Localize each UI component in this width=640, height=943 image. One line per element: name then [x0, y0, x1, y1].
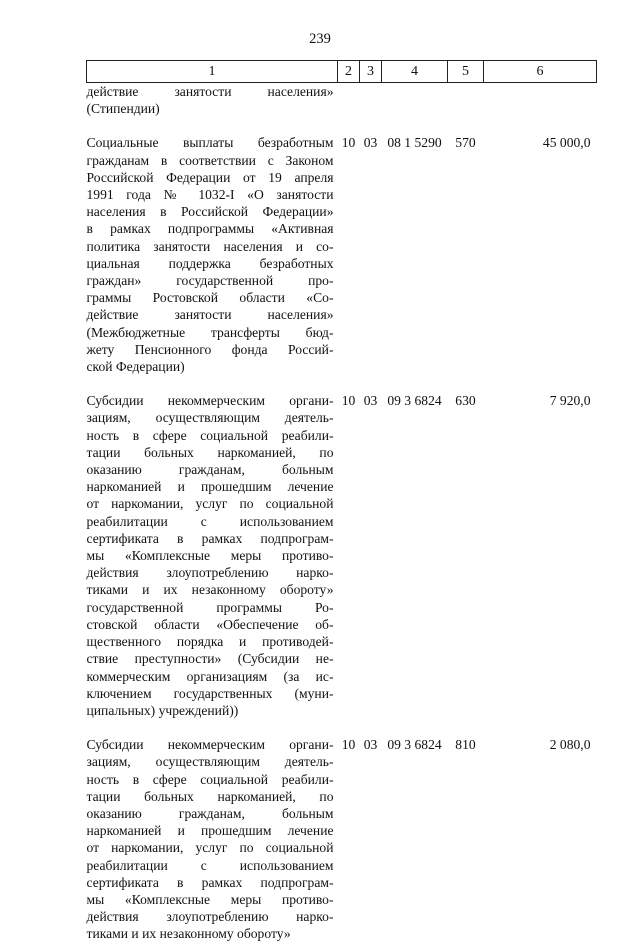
target-article-code: 09 3 6824 [387, 737, 442, 753]
description-line: в рамках подпрограммы «Активная [86, 221, 334, 237]
description-line: оказанию гражданам, больным [86, 462, 334, 478]
description-line: 1991 года № 1032-I «О занятости [86, 187, 334, 203]
row-spacer [87, 375, 597, 392]
amount-value: 45 000,0 [542, 135, 591, 151]
header-cell-1: 1 [87, 61, 338, 83]
table-row [87, 736, 597, 942]
page-number: 239 [309, 31, 331, 47]
description-line: зациям, осуществляющим деятель- [86, 754, 334, 770]
description-line: ность в сфере социальной реабили- [86, 771, 334, 787]
description-line: граждан» государственной про- [86, 273, 334, 289]
description-line: действие занятости населения» [86, 307, 334, 323]
table-row [87, 392, 597, 719]
header-cell-3: 3 [360, 61, 382, 83]
description-line: жету Пенсионного фонда Россий- [86, 341, 334, 357]
description-line: ключением государственных (муни- [86, 685, 334, 701]
description-line: от наркомании, услуг по социальной [86, 496, 334, 512]
header-cell-6: 6 [484, 61, 597, 83]
description-line: от наркомании, услуг по социальной [86, 840, 334, 856]
description-line: населения в Российской Федерации» [86, 204, 334, 220]
row-spacer [87, 719, 597, 736]
subsection-code: 03 [363, 393, 378, 409]
description-line: Субсидии некоммерческим органи- [86, 737, 334, 753]
budget-table [86, 60, 597, 943]
description-line: тиками и их незаконному обороту» [86, 926, 291, 942]
description-line: ципальных) учреждений)) [86, 702, 239, 718]
description-line: коммерческим организациям (за ис- [86, 668, 334, 684]
description-line: тиками и их незаконному обороту» [86, 582, 334, 598]
description-line: сертификата в рамках подпрограм- [86, 874, 334, 890]
description-line: щественного порядка и противодей- [86, 634, 334, 650]
target-article-code [382, 83, 448, 118]
description-line: граммы Ростовской области «Со- [86, 290, 334, 306]
description-line: Социальные выплаты безработным [86, 135, 334, 151]
row-description [87, 83, 338, 118]
row-spacer [87, 117, 597, 134]
expense-type-code [448, 83, 484, 118]
description-line: действие занятости населения» [86, 84, 334, 99]
amount-value [484, 83, 597, 118]
section-code: 10 [341, 737, 356, 753]
table-header-row [87, 61, 597, 83]
description-line: мы «Комплексные меры противо- [86, 891, 334, 907]
header-cell-2: 2 [338, 61, 360, 83]
description-line: зациям, осуществляющим деятель- [86, 410, 334, 426]
table-body [87, 83, 597, 943]
description-line: стовской области «Обеспечение об- [86, 616, 334, 632]
table-row [87, 83, 597, 118]
description-line: ствие преступности» (Субсидии не- [86, 651, 334, 667]
description-line: политика занятости населения и со- [86, 238, 334, 254]
description-line: действия злоупотреблению нарко- [86, 909, 334, 925]
section-code [338, 83, 360, 118]
description-line: реабилитации с использованием [86, 513, 334, 529]
description-line: ской Федерации) [86, 359, 185, 375]
description-line: тации больных наркоманией, по [86, 444, 334, 460]
amount-value: 2 080,0 [549, 737, 591, 753]
description-line: сертификата в рамках подпрограм- [86, 530, 334, 546]
description-line: Субсидии некоммерческим органи- [86, 393, 334, 409]
description-line: тации больных наркоманией, по [86, 788, 334, 804]
row-description [87, 134, 338, 375]
header-cell-4: 4 [382, 61, 448, 83]
description-line: государственной программы Ро- [86, 599, 334, 615]
section-code: 10 [341, 393, 356, 409]
description-line: (Межбюджетные трансферты бюд- [86, 324, 334, 340]
subsection-code [360, 83, 382, 118]
expense-type-code: 630 [455, 393, 476, 409]
target-article-code: 09 3 6824 [387, 393, 442, 409]
subsection-code: 03 [363, 737, 378, 753]
amount-value: 7 920,0 [549, 393, 591, 409]
description-line: наркоманией и прошедшим лечение [86, 823, 334, 839]
description-line: мы «Комплексные меры противо- [86, 548, 334, 564]
target-article-code: 08 1 5290 [387, 135, 442, 151]
description-line: циальная поддержка безработных [86, 255, 334, 271]
header-cell-5: 5 [448, 61, 484, 83]
description-line: реабилитации с использованием [86, 857, 334, 873]
description-line: (Стипендии) [86, 101, 160, 117]
expense-type-code: 810 [455, 737, 476, 753]
description-line: оказанию гражданам, больным [86, 805, 334, 821]
section-code: 10 [341, 135, 356, 151]
description-line: наркоманией и прошедшим лечение [86, 479, 334, 495]
subsection-code: 03 [363, 135, 378, 151]
description-line: действия злоупотреблению нарко- [86, 565, 334, 581]
description-line: гражданам в соответствии с Законом [86, 152, 334, 168]
description-line: Российской Федерации от 19 апреля [86, 169, 334, 185]
row-description [87, 736, 338, 942]
table-row [87, 134, 597, 375]
description-line: ность в сфере социальной реабили- [86, 427, 334, 443]
expense-type-code: 570 [455, 135, 476, 151]
row-description [87, 392, 338, 719]
